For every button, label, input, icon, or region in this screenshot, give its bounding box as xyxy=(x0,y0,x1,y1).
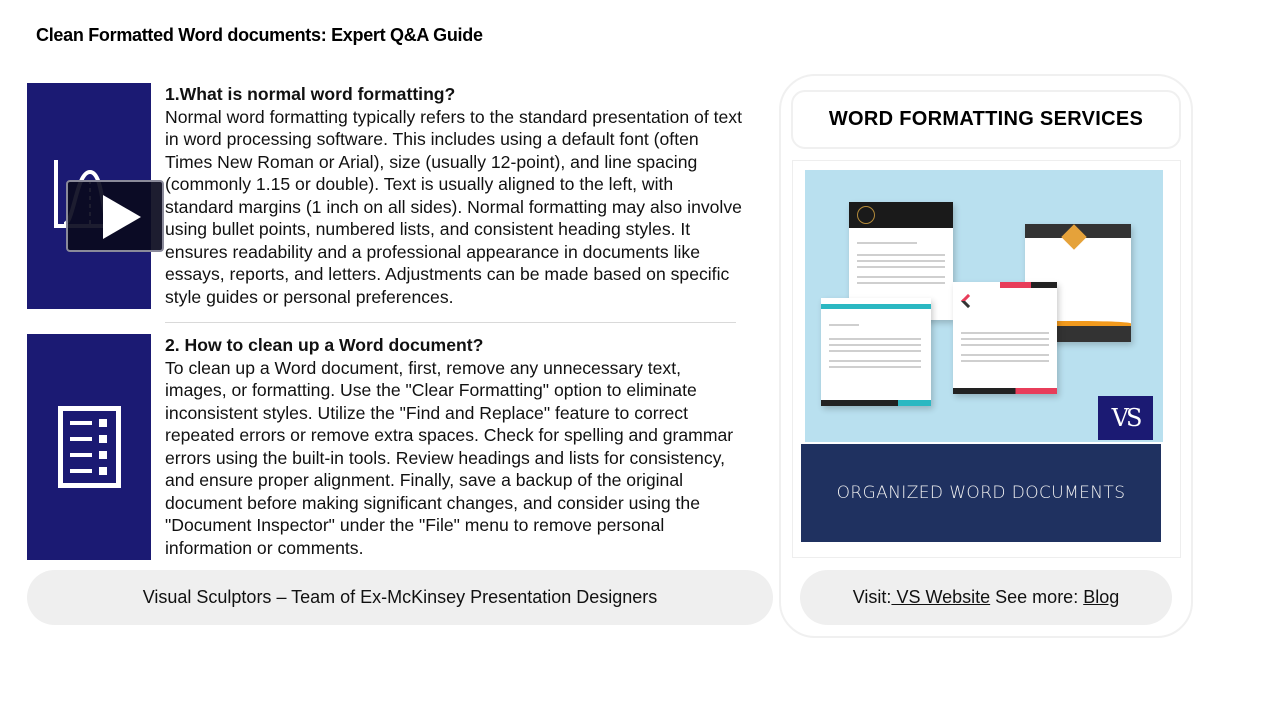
video-play-button[interactable] xyxy=(66,180,164,252)
see-more-label: See more: xyxy=(990,587,1084,607)
qa-item-1 xyxy=(165,83,745,308)
company-tagline: Visual Sculptors – Team of Ex-McKinsey Presentation Designers xyxy=(142,587,658,607)
qa-question-1: 1.What is normal word formatting? xyxy=(165,84,456,104)
visit-label: Visit: xyxy=(852,587,892,607)
qa-question-2: 2. How to clean up a Word document? xyxy=(165,335,484,355)
vs-website-link[interactable]: VS Website xyxy=(891,587,991,607)
checklist-document-icon xyxy=(58,406,121,488)
company-tagline-banner xyxy=(27,570,773,625)
qa-divider xyxy=(165,322,736,323)
qa-answer-2: To clean up a Word document, first, remove any unnecessary text, images, or formatting. Use the "Clear Formatting" option to eliminate inconsistent styles. Utilize the "Find and Replace" feature to correct repeated errors or remove extra spaces. Check for spelling and grammar errors using the built-in tools. Review headings and lists for consistency, and ensure proper alignment. Finally, save a backup of the original document before making significant changes, and consider using the "Document Inspector" under the "File" menu to remove personal information or comments. xyxy=(165,357,734,558)
qa-answer-1: Normal word formatting typically refers to the standard presentation of text in word processing software. This includes using a default font (often Times New Roman or Arial), size (usually 12-point), and line spacing (commonly 1.15 or double). Text is usually aligned to the left, with standard margins (1 inch on all sides). Normal formatting may also involve using bullet points, numbered lists, and consistent heading styles. It ensures readability and a professional appearance in documents like essays, reports, and letters. Adjustments can be made based on specific style guides or personal preferences. xyxy=(165,106,742,307)
page-title: Clean Formatted Word documents: Expert Q&A Guide xyxy=(36,25,483,45)
links-banner xyxy=(800,570,1172,625)
promo-caption: ORGANIZED WORD DOCUMENTS xyxy=(801,444,1161,542)
vs-logo: VS xyxy=(1098,396,1153,440)
blog-link[interactable]: Blog xyxy=(1083,587,1120,607)
play-icon xyxy=(103,195,141,239)
qa-item-2 xyxy=(165,334,745,559)
services-header: WORD FORMATTING SERVICES xyxy=(791,90,1181,149)
